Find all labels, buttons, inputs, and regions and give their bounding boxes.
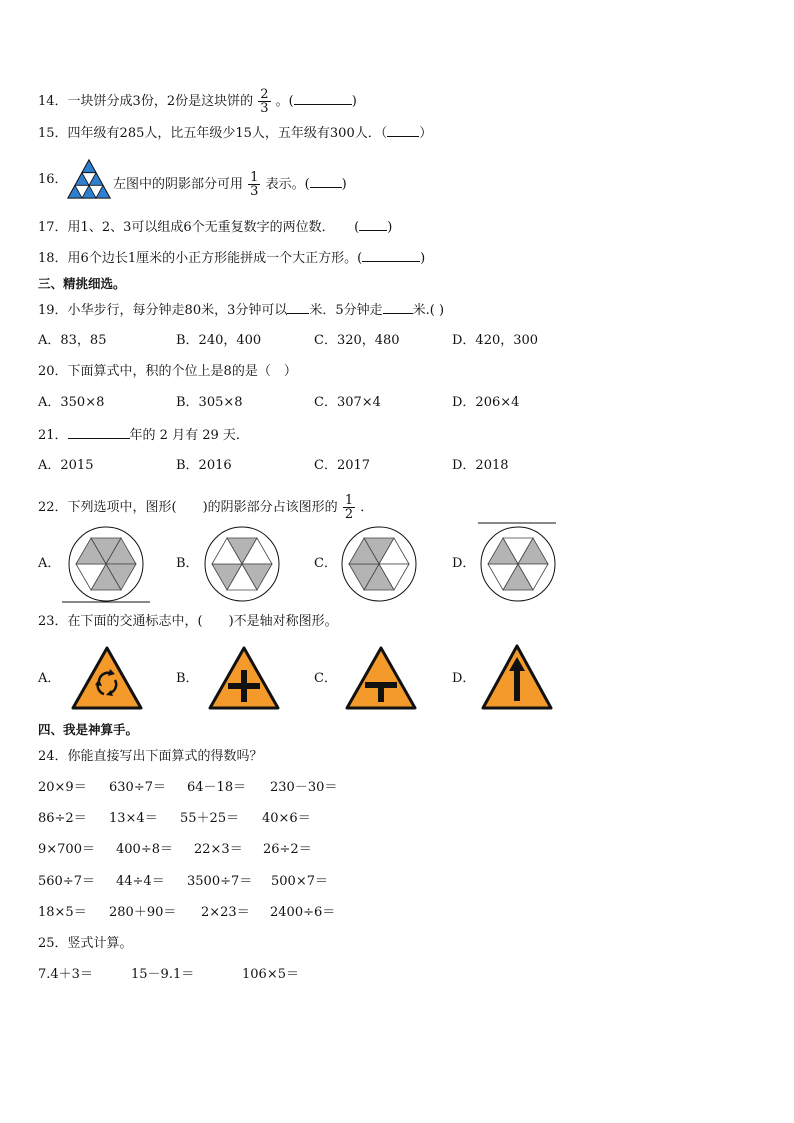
calc-item: 630÷7＝ bbox=[109, 780, 166, 795]
fraction-one-half bbox=[343, 494, 355, 521]
calc-item: 18×5＝ bbox=[38, 905, 87, 920]
answer-blank[interactable] bbox=[362, 249, 420, 262]
triangle-figure-icon bbox=[66, 158, 112, 200]
calc-item: 9×700＝ bbox=[38, 842, 95, 857]
q20-option-d[interactable]: D．206×4 bbox=[452, 395, 520, 410]
calc-item: 40×6＝ bbox=[262, 811, 311, 826]
frac-denominator: 3 bbox=[250, 184, 259, 199]
question-25: 25．竖式计算。 bbox=[38, 936, 133, 951]
q23-label-a[interactable]: A． bbox=[38, 671, 61, 686]
q21-option-c[interactable]: C．2017 bbox=[314, 458, 371, 473]
calc-item: 500×7＝ bbox=[271, 874, 328, 889]
q23-label-c[interactable]: C． bbox=[314, 671, 337, 686]
answer-blank[interactable] bbox=[359, 218, 387, 231]
q16-text-after: 表示。( bbox=[265, 177, 310, 192]
frac-denominator: 3 bbox=[260, 101, 269, 116]
q19-option-c[interactable]: C．320，480 bbox=[314, 333, 400, 348]
q18-text: 18．用6个边长1厘米的小正方形能拼成一个大正方形。( bbox=[38, 251, 363, 266]
q22-text-after: ． bbox=[360, 500, 374, 515]
q22-label-b[interactable]: B． bbox=[176, 556, 199, 571]
question-19 bbox=[38, 301, 444, 320]
answer-blank[interactable] bbox=[287, 301, 309, 314]
paren-close: ） bbox=[419, 126, 433, 141]
answer-blank[interactable] bbox=[310, 175, 342, 188]
paren-close: ) bbox=[341, 177, 347, 192]
section-3-title: 三、精挑细选。 bbox=[38, 276, 126, 291]
straight-arrow-sign-icon bbox=[480, 643, 554, 711]
hexagon-option-d-icon bbox=[472, 519, 564, 605]
answer-blank[interactable] bbox=[383, 301, 413, 314]
fraction-one-third bbox=[248, 171, 260, 198]
question-18 bbox=[38, 249, 425, 268]
q22-label-d[interactable]: D． bbox=[452, 556, 476, 571]
q22-text: 22．下列选项中，图形( )的阴影部分占该图形的 bbox=[38, 500, 338, 515]
q20-option-b[interactable]: B．305×8 bbox=[176, 395, 243, 410]
question-16 bbox=[38, 171, 68, 189]
q19-text-a: 19．小华步行，每分钟走80米，3分钟可以 bbox=[38, 303, 288, 318]
q21-option-b[interactable]: B．2016 bbox=[176, 458, 232, 473]
q19-option-d[interactable]: D．420，300 bbox=[452, 333, 539, 348]
paren-close: ) bbox=[420, 251, 426, 266]
q21-option-a[interactable]: A．2015 bbox=[38, 458, 94, 473]
q21-number: 21． bbox=[38, 428, 68, 443]
q17-text: 17．用1、2、3可以组成6个无重复数字的两位数． ( bbox=[38, 220, 360, 235]
section-4-title: 四、我是神算手。 bbox=[38, 722, 139, 737]
question-14 bbox=[38, 88, 357, 115]
q14-text-after: 。( bbox=[275, 94, 294, 109]
calc-item: 3500÷7＝ bbox=[187, 874, 253, 889]
q20-option-a[interactable]: A．350×8 bbox=[38, 395, 105, 410]
hexagon-option-c-icon bbox=[333, 525, 425, 605]
calc-item: 22×3＝ bbox=[194, 842, 243, 857]
fraction-two-thirds bbox=[258, 88, 270, 115]
frac-denominator: 2 bbox=[344, 507, 354, 522]
calc-item: 2400÷6＝ bbox=[270, 905, 336, 920]
answer-blank[interactable] bbox=[294, 92, 352, 105]
q19-text-b: 米．5分钟走 bbox=[309, 303, 383, 318]
paren-close: ) bbox=[351, 94, 357, 109]
roundabout-sign-icon bbox=[70, 645, 144, 711]
vertical-calc-item: 106×5＝ bbox=[242, 967, 299, 982]
answer-blank[interactable] bbox=[68, 426, 130, 439]
vertical-calc-item: 7.4＋3＝ bbox=[38, 967, 93, 982]
q15-text: 15．四年级有285人，比五年级少15人，五年级有300人．（ bbox=[38, 126, 388, 141]
calc-item: 560÷7＝ bbox=[38, 874, 95, 889]
calc-item: 86÷2＝ bbox=[38, 811, 87, 826]
calc-item: 2×23＝ bbox=[201, 905, 250, 920]
question-20: 20．下面算式中，积的个位上是8的是（ ） bbox=[38, 364, 297, 379]
calc-item: 230－30＝ bbox=[270, 780, 338, 795]
q21-option-d[interactable]: D．2018 bbox=[452, 458, 509, 473]
calc-item: 55＋25＝ bbox=[180, 811, 240, 826]
frac-numerator: 1 bbox=[344, 493, 354, 508]
paren-close: ) bbox=[387, 220, 393, 235]
calc-item: 13×4＝ bbox=[109, 811, 158, 826]
question-23: 23．在下面的交通标志中，( )不是轴对称图形。 bbox=[38, 614, 338, 629]
q20-option-c[interactable]: C．307×4 bbox=[314, 395, 381, 410]
q14-text: 14．一块饼分成3份，2份是这块饼的 bbox=[38, 94, 254, 109]
question-15 bbox=[38, 124, 432, 143]
calc-item: 26÷2＝ bbox=[263, 842, 312, 857]
question-21 bbox=[38, 426, 249, 445]
question-16-body bbox=[113, 171, 347, 198]
q19-text-c: 米.( ) bbox=[412, 303, 445, 318]
q23-label-d[interactable]: D． bbox=[452, 671, 476, 686]
hexagon-option-b-icon bbox=[196, 525, 288, 605]
answer-blank[interactable] bbox=[387, 124, 419, 137]
frac-numerator: 2 bbox=[260, 87, 269, 102]
crossroad-sign-icon bbox=[207, 645, 281, 711]
vertical-calc-item: 15－9.1＝ bbox=[131, 967, 195, 982]
question-17 bbox=[38, 218, 392, 237]
calc-item: 64－18＝ bbox=[187, 780, 247, 795]
q22-label-a[interactable]: A． bbox=[38, 556, 61, 571]
calc-item: 20×9＝ bbox=[38, 780, 87, 795]
question-24: 24．你能直接写出下面算式的得数吗？ bbox=[38, 749, 263, 764]
frac-numerator: 1 bbox=[250, 170, 259, 185]
hexagon-option-a-icon bbox=[60, 525, 152, 605]
q19-option-b[interactable]: B．240，400 bbox=[176, 333, 262, 348]
q23-label-b[interactable]: B． bbox=[176, 671, 199, 686]
q21-text: 年的 2 月有 29 天． bbox=[129, 428, 249, 443]
q22-label-c[interactable]: C． bbox=[314, 556, 337, 571]
t-junction-sign-icon bbox=[344, 645, 418, 711]
q16-text: 左图中的阴影部分可用 bbox=[113, 177, 244, 192]
calc-item: 400÷8＝ bbox=[116, 842, 173, 857]
question-22 bbox=[38, 494, 373, 521]
calc-item: 44÷4＝ bbox=[116, 874, 165, 889]
q16-number: 16． bbox=[38, 172, 68, 187]
calc-item: 280＋90＝ bbox=[109, 905, 177, 920]
q19-option-a[interactable]: A．83，85 bbox=[38, 333, 107, 348]
